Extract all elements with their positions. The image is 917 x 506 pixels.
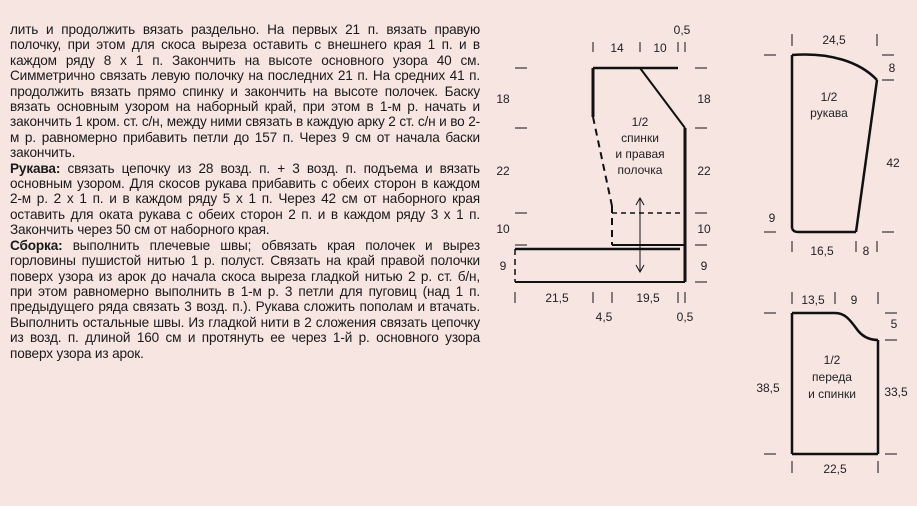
basque-dim-right-top: 5 <box>890 317 898 331</box>
dim-left-4: 9 <box>499 259 507 273</box>
back-front-pattern <box>515 42 707 303</box>
assembly-text: выполнить плечевые швы; обвязать края полочек и вырез горловины пушистой нитью 1 р. полуст. Связать на край правой полочки поверх узора из арок до начала скоса выреза гладкой нитью 2 р. ст. б/н, при этом равномерно выполнить в 1-м р. 3 петли для пуговиц (над 1 п. предыдущего ряда связать 3 возд. п.). Рукава сложить пополам и втачать. Выполнить остальные швы. Из гладкой нити в 2 сложения связать цепочку из возд. п. длиной 160 см и протянуть ее через 1-й р. основного узора поверх узора из арок. <box>10 237 480 361</box>
sleeve-dim-bottom-1: 16,5 <box>810 244 834 258</box>
dim-top-right: 10 <box>653 41 667 55</box>
basque-label-3: и спинки <box>808 387 856 401</box>
sleeve-pattern <box>764 34 894 252</box>
basque-labels <box>756 293 908 476</box>
sleeve-text: связать цепочку из 28 возд. п. + 3 возд. п. подъема и вязать основным узором. Для скосов рукава прибавить с обеих сторон в каждом 2-м р. 2 х 1 п. и в каждом ряду 5 х 1 п. Через 42 см от наборного края оставить для оката рукава с обеих сторон 2 п. и в каждом ряду 3 х 1 п. Закончить через 50 см от наборного края. <box>10 160 480 238</box>
basque-label-1: 1/2 <box>823 353 841 367</box>
dim-right-3: 10 <box>697 222 711 236</box>
instructions-paragraph-main: лить и продолжить вязать раздельно. На первых 21 п. вязать правую полочку, при этом для скоса выреза оставить с внешнего края 1 п. и в каждом ряду 8 х 1 п. Закончить на высоте основного узора 40 см. Симметрично связать левую полочку на последних 21 п. На средних 41 п. продолжить вязать прямо спинку и закончить на высоте полочек. Баску вязать основным узором на наборный край, при этом в 1-м р. начать и закончить 1 кром. ст. с/н, между ними связать в каждую арку 2 ст. с/н и во 2-м р. равномерно прибавить петли до 157 п. Через 9 см от начала баски закончить. <box>10 22 480 161</box>
dim-right-2: 22 <box>697 164 711 178</box>
sleeve-dim-top: 24,5 <box>822 33 846 47</box>
sleeve-label-1: 1/2 <box>820 90 838 104</box>
sleeve-label-2: рукава <box>810 106 848 120</box>
dim-left-1: 18 <box>496 92 510 106</box>
dim-top-left: 14 <box>610 41 624 55</box>
back-front-label-1: 1/2 <box>631 115 649 129</box>
back-front-label-2: спинки <box>621 131 659 145</box>
dim-right-4: 9 <box>700 259 708 273</box>
dim-left-2: 22 <box>496 164 510 178</box>
basque-dim-top-2: 9 <box>850 293 858 307</box>
dim-bottom-3: 19,5 <box>636 291 660 305</box>
sleeve-dim-right-mid: 42 <box>886 156 900 170</box>
assembly-heading: Сборка: <box>10 237 63 253</box>
dim-left-3: 10 <box>496 222 510 236</box>
basque-dim-top-1: 13,5 <box>801 293 825 307</box>
sleeve-dim-left: 9 <box>768 211 776 225</box>
dim-bottom-1: 21,5 <box>545 291 569 305</box>
basque-dim-right: 33,5 <box>884 385 908 399</box>
dim-right-1: 18 <box>697 92 711 106</box>
sleeve-dim-bottom-2: 8 <box>862 244 870 258</box>
sleeve-labels <box>769 33 900 258</box>
basque-dim-left: 38,5 <box>756 381 780 395</box>
basque-dim-bottom: 22,5 <box>823 462 847 476</box>
dim-bottom-4: 0,5 <box>676 310 694 324</box>
back-front-label-3: и правая <box>615 147 665 161</box>
sleeve-dim-right-top: 8 <box>888 61 896 75</box>
basque-label-2: переда <box>812 370 852 384</box>
dim-top-corner: 0,5 <box>673 23 691 37</box>
sleeve-heading: Рукава: <box>10 160 61 176</box>
dim-bottom-2: 4,5 <box>595 310 613 324</box>
back-front-label-4: полочка <box>617 163 663 177</box>
